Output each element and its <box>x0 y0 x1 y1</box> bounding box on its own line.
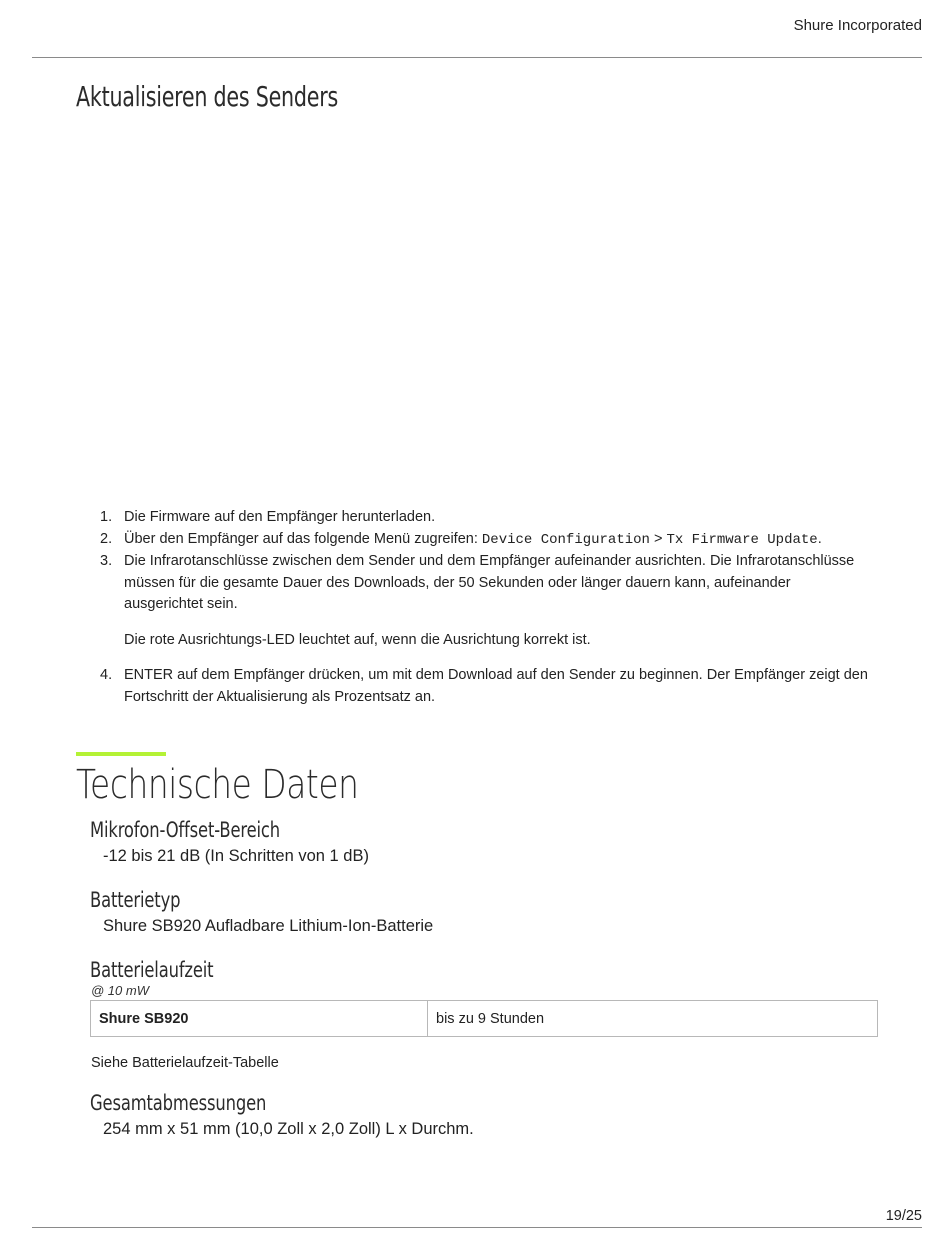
step-text: Die Infrarotanschlüsse zwischen dem Sender und dem Empfänger aufeinander ausrichten. Die Infrarotanschlüsse müssen für die gesamte Dauer des Downloads, der 50 Sekunden oder länger dauern kann, aufeinander ausgerichtet sein. <box>124 553 855 612</box>
step-number: 3. <box>100 553 113 569</box>
spec-label-battery-type: Batterietyp <box>90 888 181 912</box>
step-text-end: . <box>817 530 822 547</box>
spec-value-battery-type: Shure SB920 Aufladbare Lithium-Ion-Batterie <box>103 917 434 935</box>
spec-condition: @ 10 mW <box>91 983 149 998</box>
spec-label-mic-offset: Mikrofon-Offset-Bereich <box>90 818 281 842</box>
step-item <box>100 551 870 651</box>
menu-path-device-configuration: Device Configuration <box>481 531 650 548</box>
step-item <box>100 507 870 529</box>
section-accent-bar <box>76 752 166 756</box>
battery-table-reference: Siehe Batterielaufzeit-Tabelle <box>91 1055 279 1071</box>
spec-value-dimensions: 254 mm x 51 mm (10,0 Zoll x 2,0 Zoll) L x Durchm. <box>103 1120 474 1138</box>
battery-life-table <box>90 1000 878 1037</box>
table-cell-runtime: bis zu 9 Stunden <box>428 1001 878 1037</box>
table-row <box>91 1001 878 1037</box>
step-text: Über den Empfänger auf das folgende Menü zugreifen: <box>124 530 482 547</box>
step-number: 2. <box>100 530 113 547</box>
section-title: Technische Daten <box>76 762 359 808</box>
step-note: Die rote Ausrichtungs-LED leuchtet auf, wenn die Ausrichtung korrekt ist. <box>124 631 591 648</box>
header-company-name: Shure Incorporated <box>793 17 922 34</box>
step-number: 1. <box>100 509 113 525</box>
step-number: 4. <box>100 667 113 683</box>
menu-separator: > <box>649 530 667 547</box>
steps-list <box>100 507 870 708</box>
step-item <box>100 529 870 552</box>
header-rule <box>32 57 922 58</box>
spec-label-dimensions: Gesamtabmessungen <box>90 1091 267 1115</box>
table-cell-model: Shure SB920 <box>91 1001 428 1037</box>
step-text: Die Firmware auf den Empfänger herunterladen. <box>124 509 436 525</box>
footer-rule <box>32 1227 922 1228</box>
spec-label-battery-life: Batterielaufzeit <box>90 958 214 982</box>
step-text: ENTER auf dem Empfänger drücken, um mit dem Download auf den Sender zu beginnen. Der Empfänger zeigt den Fortschritt der Aktualisierung als Prozentsatz an. <box>124 667 868 705</box>
menu-path-tx-firmware-update: Tx Firmware Update <box>666 531 818 548</box>
spec-value-mic-offset: -12 bis 21 dB (In Schritten von 1 dB) <box>103 847 369 865</box>
page-title: Aktualisieren des Senders <box>76 80 338 113</box>
page-number: 19/25 <box>885 1208 922 1224</box>
step-item <box>100 665 870 708</box>
